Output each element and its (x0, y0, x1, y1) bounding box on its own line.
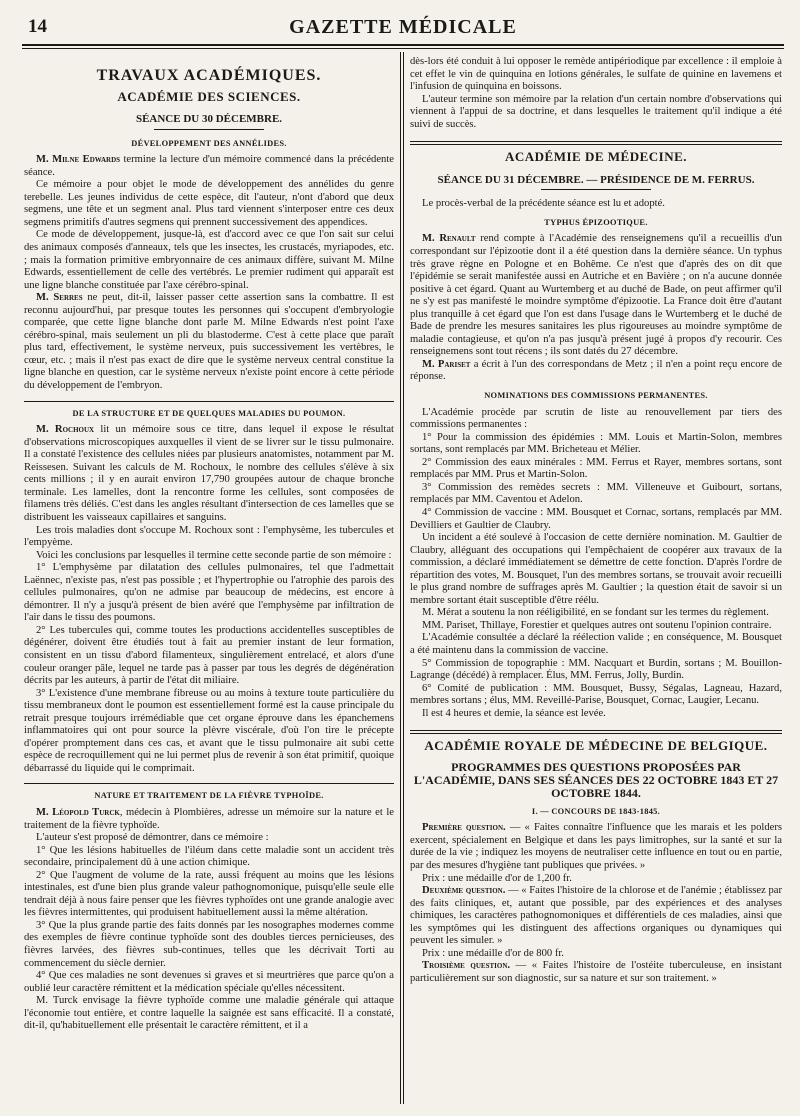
paragraph-text: lit un mémoire sous ce titre, dans lequel il expose le résultat d'observations microscopiques auxquelles il vient de se livrer sur le tissu pulmonaire. Il a constaté l'existence des cellules niées par plusieurs anatomistes, notamment par M. Reissesen. Suivant les calculs de M. Rochoux, le nombre des cellules s'élève à six cents millions ; il y en aurait environ 17,790 groupées autour de chaque bronche terminale. Les lamelles, dont la rencontre forme les cellules, sont composées de filamens très déliés. C'est dans les angles résultant d'intersection de ces lamelles que se distribuent les vaisseaux capillaires et sanguins. (24, 424, 394, 523)
paragraph-text: rend compte à l'Académie des renseignemens qu'il a recueillis d'un correspondant sur l'épizootie dont il a été question dans la dernière séance. Un typhus très grave règne en Pologne et en Bohême. Ce n'est que d'après des on dit que l'épidémie se serait manifestée aussi en Autriche et en Bavière ; on n'a aucune donnée positive à cet égard. Quant au Wurtemberg et au duché de Bade, on peut affirmer qu'il ne s'y est pas manifesté le moindre symptôme d'épizootie. La France doit être d'autant plus tranquille à cet égard que l'on est dans l'usage dans le Wurtemberg et le duché de Bade de prendre les mesures sanitaires les plus rigoureuses au moindre symptôme de maladie contagieuse, et qu'on n'a pas jusqu'à présent jugé à propos d'y recourir. Ces renseignemens sont tout récens ; ils sont datés du 27 décembre. (410, 233, 782, 358)
paragraph: Il est 4 heures et demie, la séance est levée. (422, 707, 606, 719)
speaker-name: M. Pariset (422, 358, 471, 370)
page-number: 14 (28, 16, 47, 37)
paragraph: Ce mode de développement, jusque-là, est d'accord avec ce que l'on sait sur celui des animaux composés d'anneaux, tels que les insectes, les crustacés, myriapodes, etc. ; mais la formation primitive embryonnaire de ces animaux diffère, suivant M. Milne Edwards, essentiellement de celle des vertébrés. Le premier rudiment qui apparaît est une ligne blanche constituée par l'axe cérébro-spinal. (24, 229, 394, 291)
paragraph: dès-lors été conduit à lui opposer le remède antipériodique par excellence : il emploie à cet effet le vin de quinquina en lotions générales, le sulfate de quinine en lavemens et l'infusion de quinquina en boissons. (410, 56, 782, 93)
paragraph: 1° L'emphysème par dilatation des cellules pulmonaires, tel que l'admettait Laënnec, n'existe pas, n'est pas possible ; et l'hypertrophie ou l'atrophie des parois des cellules pulmonaires, qu'on ne admise par beaucoup de médecins, est encore à démontrer. Il n'y a jusqu'à présent de bien avéré que l'emphysème par infiltration de l'air dans le tissu des poumons. (24, 562, 394, 624)
column-divider (400, 52, 404, 1104)
section-rule (24, 783, 394, 784)
paragraph: 4° Que ces maladies ne sont devenues si graves et si meurtrières que parce qu'on a oublié leur caractère rémittent et la médication spéciale qu'elles nécessitent. (24, 970, 394, 994)
paragraph: 2° Que l'augment de volume de la rate, aussi fréquent au moins que les lésions intestinales, est d'une bien plus grande valeur pathognomonique, puisqu'elle seule elle tendrait déjà à nous faire penser que les fièvres typhoïdes ont une grande analogie avec les fièvres intermittentes, qui produisent habituellement aussi la même altération. (24, 869, 394, 919)
question-label: Deuxième question. (422, 885, 506, 897)
right-column (410, 56, 782, 1104)
header-rule (22, 44, 784, 49)
subsection-heading: NOMINATIONS DES COMMISSIONS PERMANENTES. (484, 391, 708, 401)
seance-rule (154, 129, 264, 130)
section-rule (410, 141, 782, 145)
speaker-name: M. Milne Edwards (36, 154, 121, 166)
paragraph (24, 154, 394, 179)
academy-heading: ACADÉMIE DE MÉDECINE. (504, 149, 688, 165)
paragraph-text: — « Faites l'histoire de l'ostéite tuberculeuse, en insistant particulièrement sur son diagnostic, sur sa nature et sur son traitement. » (410, 960, 782, 984)
paragraph: Le procès-verbal de la précédente séance est lu et adopté. (422, 198, 665, 210)
academy-heading: ACADÉMIE ROYALE DE MÉDECINE DE BELGIQUE. (424, 738, 768, 754)
academy-heading: ACADÉMIE DES SCIENCES. (117, 88, 301, 104)
paragraph-text: a écrit à l'un des correspondans de Metz ; il n'en a point reçu encore de réponse. (410, 358, 782, 383)
speaker-name: M. Serres (36, 292, 83, 304)
section-title: TRAVAUX ACADÉMIQUES. (96, 67, 322, 84)
speaker-name: M. Renault (422, 233, 476, 245)
paragraph: M. Turck envisage la fièvre typhoïde comme une maladie générale qui attaque l'économie tout entière, et contre laquelle la saignée est sans efficacité. Il a constaté, dit-il, qu'habituellement elle présentait le caractère rémittent, et il a (24, 995, 394, 1032)
speaker-name: M. Rochoux (36, 424, 95, 436)
paragraph: Voici les conclusions par lesquelles il termine cette seconde partie de son mémoire : (36, 549, 392, 561)
paragraph-text: — « Faites connaître l'influence que les marais et les polders exercent, spécialement en Belgique et dans les pays limitrophes, sur la santé et sur la durée de la vie ; indiquez les moyens de neutraliser cette influence en tout ou en partie, par des mesures d'hygiène tant publiques que privées. » (410, 822, 782, 871)
paragraph: M. Mérat a soutenu la non rééligibilité, en se fondant sur les termes du règlement. (422, 607, 769, 619)
paragraph: 4° Commission de vaccine : MM. Bousquet et Cornac, sortans, remplacés par MM. Devilliers et Gaultier de Claubry. (410, 506, 782, 531)
journal-title: GAZETTE MÉDICALE (289, 16, 517, 38)
paragraph-text: ne peut, dit-il, laisser passer cette assertion sans la combattre. Il est reconnu aujourd'hui, par presque toutes les personnes qui s'occupent d'embryologie comparée, que cette ligne blanche dont parle M. Milne Edwards n'est point l'axe cérébro-spinal, mais seulement un pli du blastoderme. C'est à cette place que paraît plus tard, effectivement, le système nerveux, puis successivement les vertèbres, le cœur, etc. ; mais il n'est pas exact de dire que le système nerveux central constitue la ligne blanche en question, car le système nerveux n'existe point encore à cette période du développement de l'embryon. (24, 292, 394, 392)
subsection-heading: DÉVELOPPEMENT DES ANNÉLIDES. (131, 138, 287, 148)
seance-rule (541, 189, 651, 190)
left-column (24, 56, 394, 1104)
paragraph: Prix : une médaille d'or de 1,200 fr. (422, 872, 572, 884)
programmes-heading: PROGRAMMES DES QUESTIONS PROPOSÉES PAR L'ACADÉMIE, DANS SES SÉANCES DES 22 OCTOBRE 1843 ET 27 OCTOBRE 1844. (413, 759, 779, 800)
subsection-heading: DE LA STRUCTURE ET DE QUELQUES MALADIES DU POUMON. (72, 408, 346, 418)
subsection-heading: NATURE ET TRAITEMENT DE LA FIÈVRE TYPHOÏDE. (94, 791, 324, 801)
speaker-name: M. Léopold Turck (36, 806, 120, 818)
paragraph: 2° Commission des eaux minérales : MM. Ferrus et Rayer, membres sortans, sont remplacés par MM. Prus et Martin-Solon. (410, 456, 782, 481)
paragraph: Ce mémoire a pour objet le mode de développement des annélides du genre terebelle. Les jeunes individus de cette espèce, dit l'auteur, n'ont d'abord que deux segmens, une tête et un segment anal. Plus tard viennent s'interposer entre ces deux segmens primitifs d'autres segmens qui prennent successivement des appendices. (24, 179, 394, 228)
section-rule (24, 401, 394, 402)
paragraph: Prix : une médaille d'or de 800 fr. (422, 947, 564, 959)
section-rule (410, 730, 782, 734)
paragraph (410, 359, 782, 384)
paragraph: L'auteur termine son mémoire par la relation d'un certain nombre d'observations qui viennent à l'appui de sa doctrine, et dans lesquelles le traitement qu'il indique a été suivi de succès. (410, 93, 782, 130)
paragraph: 5° Commission de topographie : MM. Nacquart et Burdin, sortans ; M. Bouillon-Lagrange (décédé) à remplacer. Élus, MM. Ferrus, Jolly, Burdin. (410, 657, 782, 682)
paragraph: 2° Les tubercules qui, comme toutes les productions accidentelles susceptibles de dégénérer, doivent être étudiés tout à fait au premier instant de leur formation, consistent en un tissu d'abord filamenteux, singulièrement entrelacé, et alors d'une couleur oranger pâle, lequel ne tarde pas à passer par tous les degrés de dégénération décrits par les auteurs, à partir de l'état dit miliaire. (24, 624, 394, 687)
seance-heading: SÉANCE DU 30 DÉCEMBRE. (135, 113, 283, 126)
paragraph (24, 424, 394, 524)
paragraph: 1° Que les lésions habituelles de l'iléum dans cette maladie sont un accident très secondaire, principalement dû à une action chimique. (24, 844, 394, 869)
paragraph (24, 292, 394, 392)
subsection-heading: TYPHUS ÉPIZOOTIQUE. (544, 217, 648, 227)
paragraph: 1° Pour la commission des épidémies : MM. Louis et Martin-Solon, membres sortans, sont remplacés par MM. Bricheteau et Mélier. (410, 431, 782, 456)
seance-heading: SÉANCE DU 31 DÉCEMBRE. — PRÉSIDENCE DE M. FERRUS. (437, 173, 755, 186)
paragraph: 3° L'existence d'une membrane fibreuse ou au moins à texture toute particulière du tissu membraneux dont le poumon est essentiellement formé est la cause principale du retrait presque toujours irrémédiable que cet organe éprouve dans les épanchemens inflammatoires qui ont pour source la plèvre viscérale, d'où l'on tire le précepte d'opérer promptement dans ces cas, et avant que le tissu pulmonaire ait subi cette espèce de recroquillement qui ne lui permet plus de revenir à son état primitif, quoique débarrassé du liquide qui le comprimait. (24, 687, 394, 774)
paragraph: L'Académie consultée a déclaré la réélection valide ; en conséquence, M. Bousquet a été maintenu dans la commission de vaccine. (410, 632, 782, 656)
paragraph-text: termine la lecture d'un mémoire commencé dans la précédente séance. (24, 154, 394, 178)
page-header (22, 14, 784, 44)
paragraph-text: — « Faites l'histoire de la chlorose et de l'anémie ; établissez par des faits cliniques, et, autant que possible, par des expériences et des analyses chimiques, les caractères pathognomoniques et différentiels de ces maladies, ainsi que les symptômes qui les distinguent des affections organiques ou dynamiques qui peuvent les simuler. » (410, 885, 782, 947)
paragraph: 3° Que la plus grande partie des faits donnés par les nosographes modernes comme des exemples de fièvre continue typhoïde sont des doubles tierces pernicieuses, des fièvres larvées, des fièvres sub-continues, telles que les décrivait Torti au commencement du siècle dernier. (24, 919, 394, 969)
paragraph (410, 960, 782, 985)
paragraph (24, 807, 394, 832)
paragraph (410, 233, 782, 358)
question-label: Troisième question. (422, 960, 511, 972)
paragraph: L'Académie procède par scrutin de liste au renouvellement par tiers des commissions permanentes : (410, 406, 782, 431)
concours-heading: I. — CONCOURS DE 1843-1845. (531, 806, 661, 816)
paragraph: L'auteur s'est proposé de démontrer, dans ce mémoire : (36, 832, 269, 844)
paragraph: MM. Pariset, Thillaye, Forestier et quelques autres ont soutenu l'opinion contraire. (422, 619, 772, 631)
paragraph (410, 822, 782, 872)
question-label: Première question. (422, 822, 506, 834)
paragraph: Un incident a été soulevé à l'occasion de cette dernière nomination. M. Gaultier de Claubry, alléguant des occupations qui l'empêchaient de coopérer aux travaux de la commission, a déclaré immédiatement se démettre de cette fonction. D'après l'ordre de répartition des votes, M. Bousquet, l'un des membres sortans, se trouvait avoir recueilli le plus grand nombre de suffrages après M. Gaultier ; la question était de savoir si un membre sortant était susceptible d'être réélu. (410, 532, 782, 606)
paragraph: Les trois maladies dont s'occupe M. Rochoux sont : l'emphysème, les tubercules et l'empyème. (24, 524, 394, 549)
paragraph (410, 885, 782, 948)
paragraph-text: , médecin à Plombières, adresse un mémoire sur la nature et le traitement de la fièvre typhoïde. (24, 806, 394, 831)
paragraph: 6° Comité de publication : MM. Bousquet, Bussy, Ségalas, Lagneau, Hazard, membres sortans ; élus, MM. Reveillé-Parise, Bousquet, Cornac, Laugier, Lecanu. (410, 682, 782, 707)
paragraph: 3° Commission des remèdes secrets : MM. Villeneuve et Guibourt, sortans, remplacés par MM. Caventou et Adelon. (410, 481, 782, 506)
